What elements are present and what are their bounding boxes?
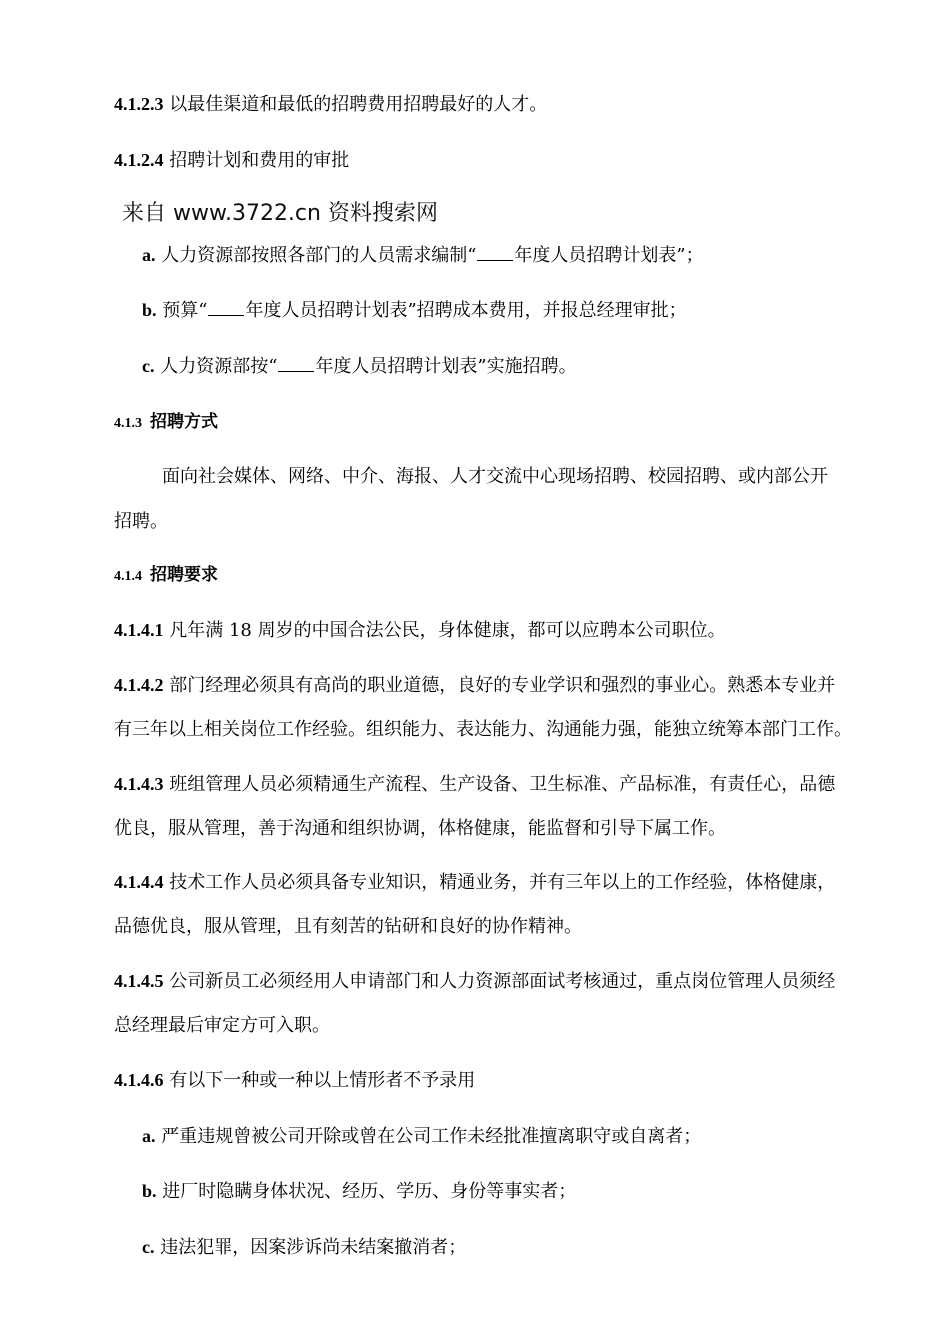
plan-item-c [142, 354, 577, 379]
reject-item-c [142, 1235, 466, 1260]
paragraph-4-1-4-4-line-2: 品德优良，服从管理，且有刻苦的钻研和良好的协作精神。 [114, 916, 582, 937]
clause-number: 4.1.4.4 [114, 872, 164, 892]
clause-number: 4.1.4.6 [114, 1070, 164, 1090]
item-text: 进厂时隐瞒身体状况、经历、学历、身份等事实者； [162, 1181, 577, 1202]
item-text-before: 人力资源部按“ [160, 356, 278, 377]
item-label: a. [142, 1126, 156, 1146]
paragraph-4-1-4-4-line-1 [114, 870, 835, 895]
clause-text: 以最佳渠道和最低的招聘费用招聘最好的人才。 [169, 94, 548, 115]
blank-underline [477, 246, 513, 261]
clause-text: 班组管理人员必须精通生产流程、生产设备、卫生标准、产品标准，有责任心，品德 [169, 774, 836, 795]
clause-text: 凡年满 18 周岁的中国合法公民，身体健康，都可以应聘本公司职位。 [169, 620, 726, 641]
clause-number: 4.1.4.1 [114, 620, 164, 640]
blank-underline [208, 301, 244, 316]
section-heading-4-1-4 [114, 563, 218, 589]
item-label: c. [142, 356, 155, 376]
paragraph-4-1-3-line-2: 招聘。 [114, 511, 168, 532]
clause-number: 4.1.2.4 [114, 150, 164, 170]
clause-text: 部门经理必须具有高尚的职业道德，良好的专业学识和强烈的事业心。熟悉本专业并 [169, 675, 836, 696]
paragraph-4-1-2-4 [114, 148, 349, 173]
paragraph-4-1-4-5-line-1 [114, 969, 835, 994]
item-label: b. [142, 1181, 157, 1201]
clause-text: 公司新员工必须经用人申请部门和人力资源部面试考核通过，重点岗位管理人员须经 [169, 971, 836, 992]
paragraph-4-1-4-1 [114, 618, 726, 643]
clause-number: 4.1.4.5 [114, 971, 164, 991]
plan-item-a [142, 243, 704, 268]
item-text-after: 年度人员招聘计划表”招聘成本费用，并报总经理审批； [245, 300, 687, 321]
clause-text: 招聘计划和费用的审批 [169, 150, 350, 171]
item-text: 违法犯罪，因案涉诉尚未结案撤消者； [160, 1237, 467, 1258]
item-label: b. [142, 300, 157, 320]
section-number: 4.1.4 [114, 569, 142, 584]
source-watermark: 来自 www.3722.cn 资料搜索网 [122, 201, 438, 226]
item-text-before: 预算“ [162, 300, 208, 321]
clause-number: 4.1.4.2 [114, 675, 164, 695]
reject-item-a [142, 1124, 701, 1149]
item-label: c. [142, 1237, 155, 1257]
blank-underline [278, 357, 314, 372]
paragraph-4-1-4-3-line-1 [114, 772, 835, 797]
clause-text: 技术工作人员必须具备专业知识，精通业务，并有三年以上的工作经验，体格健康， [169, 872, 836, 893]
paragraph-4-1-4-5-line-2: 总经理最后审定方可入职。 [114, 1015, 330, 1036]
paragraph-4-1-2-3 [114, 92, 547, 117]
section-number: 4.1.3 [114, 416, 142, 431]
paragraph-4-1-3-line-1: 面向社会媒体、网络、中介、海报、人才交流中心现场招聘、校园招聘、或内部公开 [162, 466, 828, 487]
item-label: a. [142, 245, 156, 265]
paragraph-4-1-4-2-line-2: 有三年以上相关岗位工作经验。组织能力、表达能力、沟通能力强，能独立统筹本部门工作。 [114, 719, 852, 740]
clause-number: 4.1.2.3 [114, 94, 164, 114]
item-text-after: 年度人员招聘计划表”实施招聘。 [315, 356, 577, 377]
item-text: 严重违规曾被公司开除或曾在公司工作未经批准擅离职守或自离者； [161, 1126, 702, 1147]
paragraph-4-1-4-6 [114, 1068, 475, 1093]
section-title: 招聘方式 [150, 412, 218, 432]
section-title: 招聘要求 [150, 565, 218, 585]
clause-text: 有以下一种或一种以上情形者不予录用 [169, 1070, 476, 1091]
item-text-after: 年度人员招聘计划表”； [514, 245, 704, 266]
item-text-before: 人力资源部按照各部门的人员需求编制“ [161, 245, 477, 266]
reject-item-b [142, 1179, 576, 1204]
section-heading-4-1-3 [114, 410, 218, 436]
plan-item-b [142, 298, 687, 323]
clause-number: 4.1.4.3 [114, 774, 164, 794]
paragraph-4-1-4-2-line-1 [114, 673, 835, 698]
paragraph-4-1-4-3-line-2: 优良，服从管理，善于沟通和组织协调，体格健康，能监督和引导下属工作。 [114, 818, 726, 839]
